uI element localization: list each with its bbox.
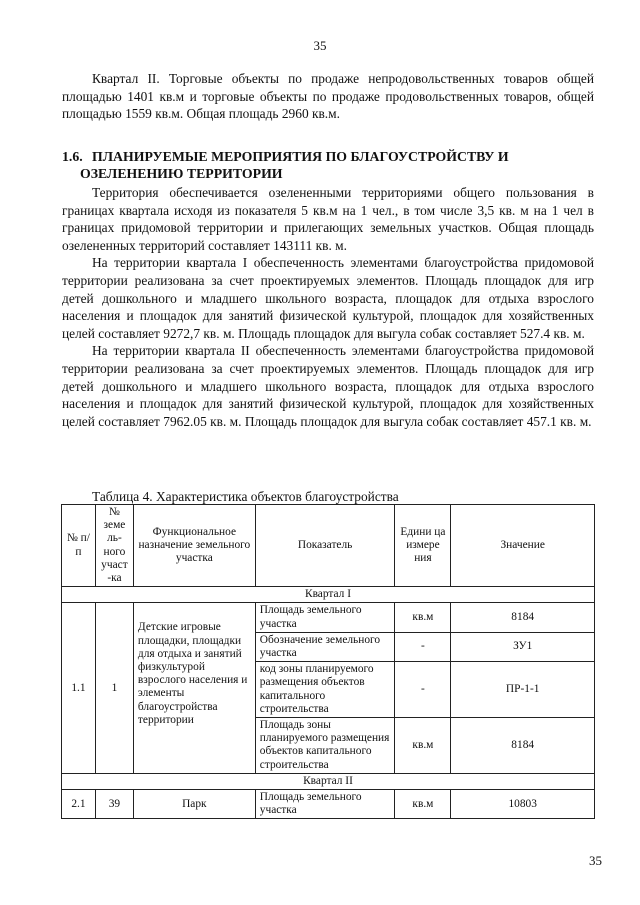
cell-indicator: Площадь зоны планируемого размещения объектов капитального строительства <box>255 718 395 774</box>
header-unit: Едини ца измере ния <box>395 505 451 587</box>
header-func: Функциональное назначение земельного участка <box>133 505 255 587</box>
cell-unit: - <box>395 632 451 661</box>
cell-value: ЗУ1 <box>451 632 595 661</box>
cell-func: Детские игровые площадки, площадки для отдыха и занятий физкультурой взрослого населения и элементы благоустройства территории <box>133 603 255 773</box>
intro-paragraph-block <box>62 70 594 123</box>
cell-lot: 1 <box>95 603 133 773</box>
cell-unit: кв.м <box>395 718 451 774</box>
cell-func: Парк <box>133 790 255 819</box>
section-title-line2: ОЗЕЛЕНЕНИЮ ТЕРРИТОРИИ <box>80 166 283 181</box>
cell-unit: кв.м <box>395 603 451 632</box>
cell-value: 8184 <box>451 718 595 774</box>
page-number-top: 35 <box>313 38 327 53</box>
section-title-line1: ПЛАНИРУЕМЫЕ МЕРОПРИЯТИЯ ПО БЛАГОУСТРОЙСТВУ И <box>92 149 509 164</box>
cell-lot: 39 <box>95 790 133 819</box>
table-row <box>62 790 595 819</box>
cell-unit: - <box>395 662 451 718</box>
cell-value: ПР-1-1 <box>451 662 595 718</box>
table-row <box>62 603 595 632</box>
header-indicator: Показатель <box>255 505 395 587</box>
section-label-kvartal1: Квартал I <box>62 587 595 603</box>
paragraph-kvartal2: На территории квартала II обеспеченность элементами благоустройства придомовой территории реализована за счет проектируемых элементов. Площадь площадок для игр детей дошкольного и младшего школьного возраста, площадок для отдыха взрослого населения и площадок для занятий физической культурой, площадок для хозяйственных целей составляет 7962.05 кв. м. Площадь площадок для выгула собак составляет 457.1 кв. м. <box>62 343 594 429</box>
section-row-kvartal2 <box>62 773 595 789</box>
header-lot: № земе ль-ного участ -ка <box>95 505 133 587</box>
section-heading <box>62 148 594 182</box>
section-number: 1.6. <box>62 149 83 164</box>
paragraph-kvartal1: На территории квартала I обеспеченность элементами благоустройства придомовой территории реализована за счет проектируемых элементов. Площадь площадок для игр детей дошкольного и младшего школьного возраста, площадок для отдыха взрослого населения и площадок для занятий физической культурой, площадок для хозяйственных целей составляет 9272,7 кв. м. Площадь площадок для выгула собак составляет 527.4 кв. м. <box>62 255 594 341</box>
cell-unit: кв.м <box>395 790 451 819</box>
cell-indicator: код зоны планируемого размещения объектов капитального строительства <box>255 662 395 718</box>
table-caption: Таблица 4. Характеристика объектов благоустройства <box>92 489 399 504</box>
cell-num: 2.1 <box>62 790 96 819</box>
header-num: № п/п <box>62 505 96 587</box>
section-row-kvartal1 <box>62 587 595 603</box>
table-header-row <box>62 505 595 587</box>
cell-indicator: Обозначение земельного участка <box>255 632 395 661</box>
header-value: Значение <box>451 505 595 587</box>
cell-value: 8184 <box>451 603 595 632</box>
cell-value: 10803 <box>451 790 595 819</box>
paragraph-greenery: Территория обеспечивается озелененными территориями общего пользования в границах квартала исходя из показателя 5 кв.м на 1 чел., в том числе 3,5 кв. м на 1 чел в границах придомовой территории и прилегающих земельных участков. Общая площадь озелененных территорий составляет 143111 кв. м. <box>62 185 594 253</box>
cell-num: 1.1 <box>62 603 96 773</box>
page-number-bottom: 35 <box>589 853 602 868</box>
section-label-kvartal2: Квартал II <box>62 773 595 789</box>
improvement-table <box>61 504 595 819</box>
cell-indicator: Площадь земельного участка <box>255 790 395 819</box>
cell-indicator: Площадь земельного участка <box>255 603 395 632</box>
body-paragraphs <box>62 184 594 430</box>
intro-paragraph: Квартал II. Торговые объекты по продаже непродовольственных товаров общей площадью 1401 кв.м и торговые объекты по продаже продовольственных товаров, общей площадью 1559 кв.м. Общая площадь 2960 кв.м. <box>62 71 594 122</box>
